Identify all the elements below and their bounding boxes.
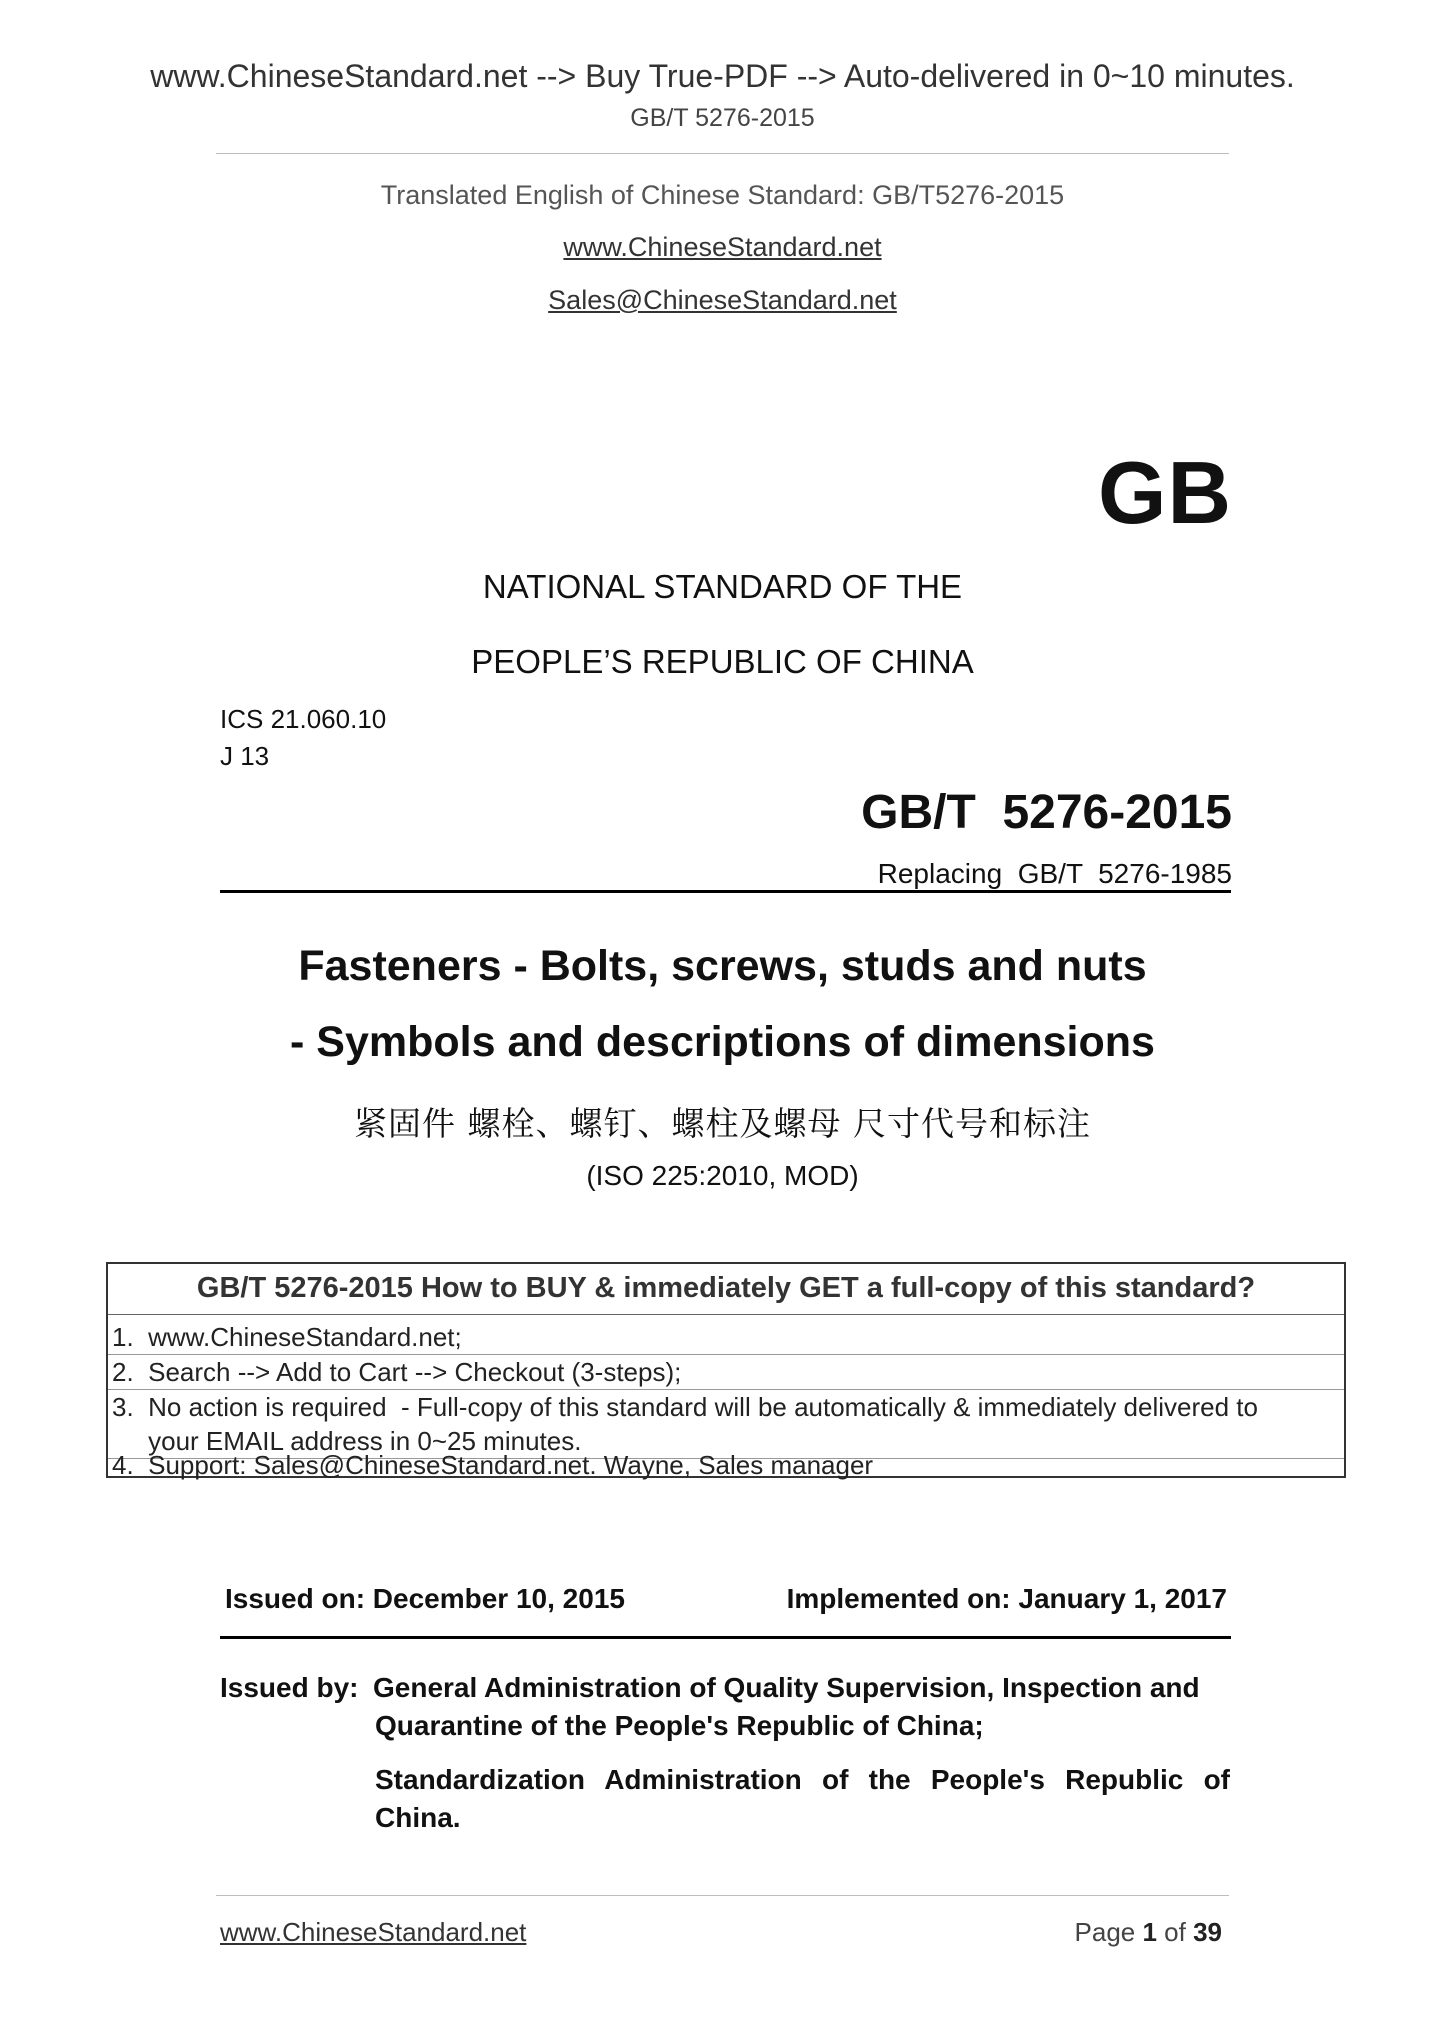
- gb-mark: GB: [1098, 443, 1232, 542]
- translated-line: Translated English of Chinese Standard: GB/T5276-2015: [380, 180, 1065, 210]
- buy-step-1: 1. www.ChineseStandard.net;: [112, 1322, 462, 1352]
- page-current: 1: [1142, 1917, 1157, 1947]
- doc-code-header: GB/T 5276-2015: [630, 104, 815, 132]
- buy-row-divider: [108, 1389, 1344, 1390]
- national-standard-line2: PEOPLE’S REPUBLIC OF CHINA: [471, 643, 974, 680]
- buy-instructions-box: [106, 1262, 1346, 1478]
- site-link[interactable]: www.ChineseStandard.net: [563, 232, 882, 262]
- page-total: 39: [1193, 1917, 1222, 1947]
- buy-step-3-cont: your EMAIL address in 0~25 minutes.: [112, 1426, 582, 1456]
- title-chinese: 紧固件 螺栓、螺钉、螺柱及螺母 尺寸代号和标注: [354, 1104, 1091, 1143]
- national-standard-line1: NATIONAL STANDARD OF THE: [482, 568, 963, 605]
- top-banner: www.ChineseStandard.net --> Buy True-PDF --> Auto-delivered in 0~10 minutes.: [150, 58, 1295, 94]
- issuer-1-line2: Quarantine of the People's Republic of China;: [375, 1710, 984, 1741]
- page-number: [1075, 1917, 1222, 1948]
- sales-email-link[interactable]: Sales@ChineseStandard.net: [548, 285, 897, 315]
- buy-row-divider: [108, 1354, 1344, 1355]
- implemented-on-date: Implemented on: January 1, 2017: [786, 1583, 1227, 1614]
- dates-rule: [220, 1636, 1231, 1639]
- buy-step-3: 3. No action is required - Full-copy of this standard will be automatically & immediately delivered to: [112, 1392, 1258, 1422]
- ics-code: ICS 21.060.10: [220, 704, 387, 734]
- title-line1: Fasteners - Bolts, screws, studs and nuts: [298, 942, 1147, 990]
- standard-number: GB/T 5276-2015: [861, 786, 1232, 839]
- iso-reference: (ISO 225:2010, MOD): [586, 1160, 859, 1191]
- issuer-1-line1: General Administration of Quality Supervision, Inspection and: [373, 1672, 1200, 1703]
- title-line2: - Symbols and descriptions of dimensions: [290, 1018, 1155, 1066]
- issuer-2-line2: China.: [375, 1802, 461, 1833]
- issued-by-label: Issued by:: [220, 1672, 359, 1703]
- buy-step-2: 2. Search --> Add to Cart --> Checkout (3-steps);: [112, 1357, 682, 1387]
- issued-on-date: Issued on: December 10, 2015: [225, 1583, 625, 1614]
- j-code: J 13: [220, 741, 270, 771]
- replacing-note: Replacing GB/T 5276-1985: [877, 858, 1232, 889]
- buy-box-divider: [108, 1314, 1344, 1315]
- footer-site-link[interactable]: www.ChineseStandard.net: [220, 1917, 527, 1947]
- buy-step-4: 4. Support: Sales@ChineseStandard.net. Wayne, Sales manager: [112, 1450, 874, 1480]
- footer-divider: [216, 1895, 1229, 1896]
- header-divider: [216, 153, 1229, 154]
- standard-number-rule: [220, 890, 1231, 893]
- page-prefix: Page: [1074, 1917, 1143, 1947]
- issuer-2-line1: Standardization Administration of the People's Republic of: [375, 1764, 1230, 1795]
- buy-box-title: GB/T 5276-2015 How to BUY & immediately GET a full-copy of this standard?: [196, 1272, 1256, 1304]
- page-of: of: [1156, 1917, 1194, 1947]
